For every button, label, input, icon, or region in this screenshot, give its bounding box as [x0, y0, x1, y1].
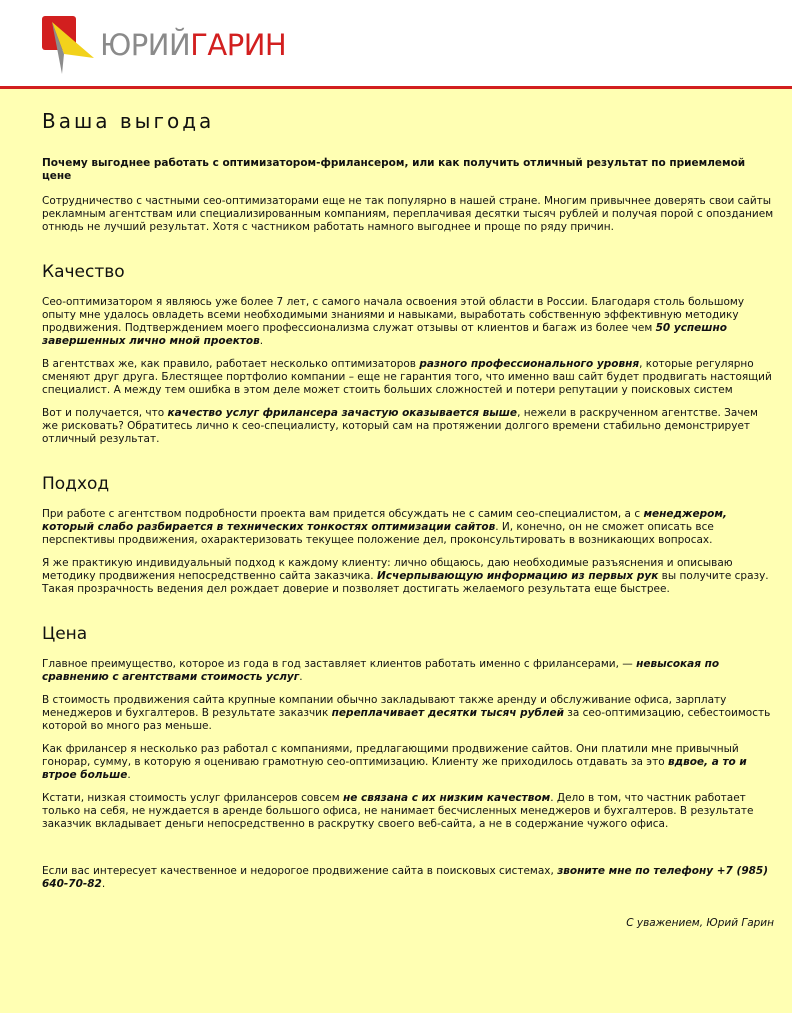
- text: , которые регулярно сменяют друг друга. Блестящее портфолио компании – еще не гарантия того, что именно ваш сайт будет продвигать настоящий специалист. А между тем ошибка в этом деле может стоить больших сложностей и потери репутации у поисковых систем: [42, 358, 772, 396]
- text: , нежели в раскрученном агентстве. Зачем же рисковать? Обратитесь лично к сео-специалисту, который сам на протяжении долгого времени стабильно демонстрирует отличный результат.: [42, 407, 758, 445]
- text: Вот и получается, что: [42, 407, 168, 419]
- text: Кстати, низкая стоимость услуг фрилансеров совсем: [42, 792, 343, 804]
- quality-paragraph-3: [42, 407, 774, 446]
- intro-paragraph: Сотрудничество с частными сео-оптимизаторами еще не так популярно в нашей стране. Многим привычнее доверять свои сайты рекламным агентствам или специализированным компаниям, переплачивая десятки тысяч рублей и получая порой с опозданием отнюдь не лучший результат. Хотя с частником работать намного выгоднее и проще по ряду причин.: [42, 195, 774, 233]
- emphasis: 50 успешно завершенных лично мной проектов: [42, 322, 727, 347]
- text: за сео-оптимизацию, себестоимость которой во много раз меньше.: [42, 707, 771, 732]
- text: . Дело в том, что частник работает только на себя, не нуждается в аренде большого офиса, не нанимает бесчисленных менеджеров и бухгалтеров. В результате заказчик вкладывает деньги непосредственно в раскрутку своего веб-сайта, а не в содержание чужого офиса.: [42, 792, 754, 830]
- emphasis: невысокая по сравнению с агентствами стоимость услуг: [42, 658, 720, 683]
- text: .: [101, 878, 106, 890]
- text: .: [127, 769, 131, 781]
- text: Как фрилансер я несколько раз работал с компаниями, предлагающими продвижение сайтов. Они платили мне привычный гонорар, сумму, в которую я оцениваю грамотную сео-оптимизацию. Клиенту же приходилось отдавать за это: [42, 743, 739, 768]
- page-title: Ваша выгода: [42, 109, 215, 133]
- text: В агентствах же, как правило, работает несколько оптимизаторов: [42, 358, 420, 370]
- text: Я же практикую индивидуальный подход к каждому клиенту: лично общаюсь, даю необходимые разъяснения и описываю методику продвижения непосредственно сайта заказчика.: [42, 557, 733, 582]
- section-quality: [42, 262, 774, 446]
- text: .: [299, 671, 303, 683]
- main-content: [0, 89, 792, 929]
- section-heading-quality: Качество: [42, 262, 125, 282]
- price-paragraph-2: [42, 694, 774, 733]
- logo-last-name: ГАРИН: [190, 28, 287, 62]
- approach-paragraph-1: [42, 508, 774, 547]
- approach-paragraph-2: [42, 557, 774, 596]
- section-heading-price: Цена: [42, 624, 88, 644]
- site-header: [0, 0, 792, 89]
- price-paragraph-3: [42, 743, 774, 782]
- signature: С уважением, Юрий Гарин: [626, 917, 774, 929]
- contact-paragraph: [42, 865, 774, 891]
- section-approach: [42, 474, 774, 596]
- text: . И, конечно, он не сможет описать все перспективы продвижения, охарактеризовать текущее положение дел, проконсультировать в возникающих вопросах.: [42, 521, 714, 546]
- text: вы получите сразу. Такая прозрачность ведения дел рождает доверие и позволяет достигать желаемого результата еще быстрее.: [42, 570, 769, 595]
- emphasis: переплачивает десятки тысяч рублей: [331, 707, 564, 719]
- logo-text: [100, 28, 286, 62]
- section-price: [42, 624, 774, 831]
- quality-paragraph-1: [42, 296, 774, 348]
- price-paragraph-1: [42, 658, 774, 684]
- emphasis: разного профессионального уровня: [419, 358, 640, 370]
- emphasis: менеджером, который слабо разбирается в технических тонкостях оптимизации сайтов: [42, 508, 727, 533]
- emphasis: не связана с их низким качеством: [342, 792, 551, 804]
- emphasis: Исчерпывающую информацию из первых рук: [376, 570, 659, 582]
- lead-paragraph: Почему выгоднее работать с оптимизатором-фрилансером, или как получить отличный результат по приемлемой цене: [42, 157, 746, 182]
- price-paragraph-4: [42, 792, 774, 831]
- text: Если вас интересует качественное и недорогое продвижение сайта в поисковых системах,: [42, 865, 558, 877]
- logo-first-name: ЮРИЙ: [100, 28, 191, 62]
- phone-call-to-action: звоните мне по телефону +7 (985) 640-70-82: [42, 865, 769, 890]
- text: При работе с агентством подробности проекта вам придется обсуждать не с самим сео-специалистом, а с: [42, 508, 644, 520]
- text: .: [259, 335, 264, 347]
- section-heading-approach: Подход: [42, 474, 110, 494]
- logo-triangle-icon: [42, 14, 98, 76]
- site-logo[interactable]: [42, 14, 287, 74]
- quality-paragraph-2: [42, 358, 774, 397]
- text: Главное преимущество, которое из года в год заставляет клиентов работать именно с фрилансерами, —: [42, 658, 637, 670]
- emphasis: качество услуг фрилансера зачастую оказывается выше: [167, 407, 518, 419]
- emphasis: вдвое, а то и втрое больше: [42, 756, 747, 781]
- text: В стоимость продвижения сайта крупные компании обычно закладывают также аренду и обслуживание офиса, зарплату менеджеров и бухгалтеров. В результате заказчик: [42, 694, 727, 719]
- text: Сео-оптимизатором я являюсь уже более 7 лет, с самого начала освоения этой области в России. Благодаря столь большому опыту мне удалось овладеть всеми необходимыми знаниями и навыками, выработать собственную эффективную методику продвижения. Подтверждением моего профессионализма служат отзывы от клиентов и багаж из более чем: [42, 296, 745, 334]
